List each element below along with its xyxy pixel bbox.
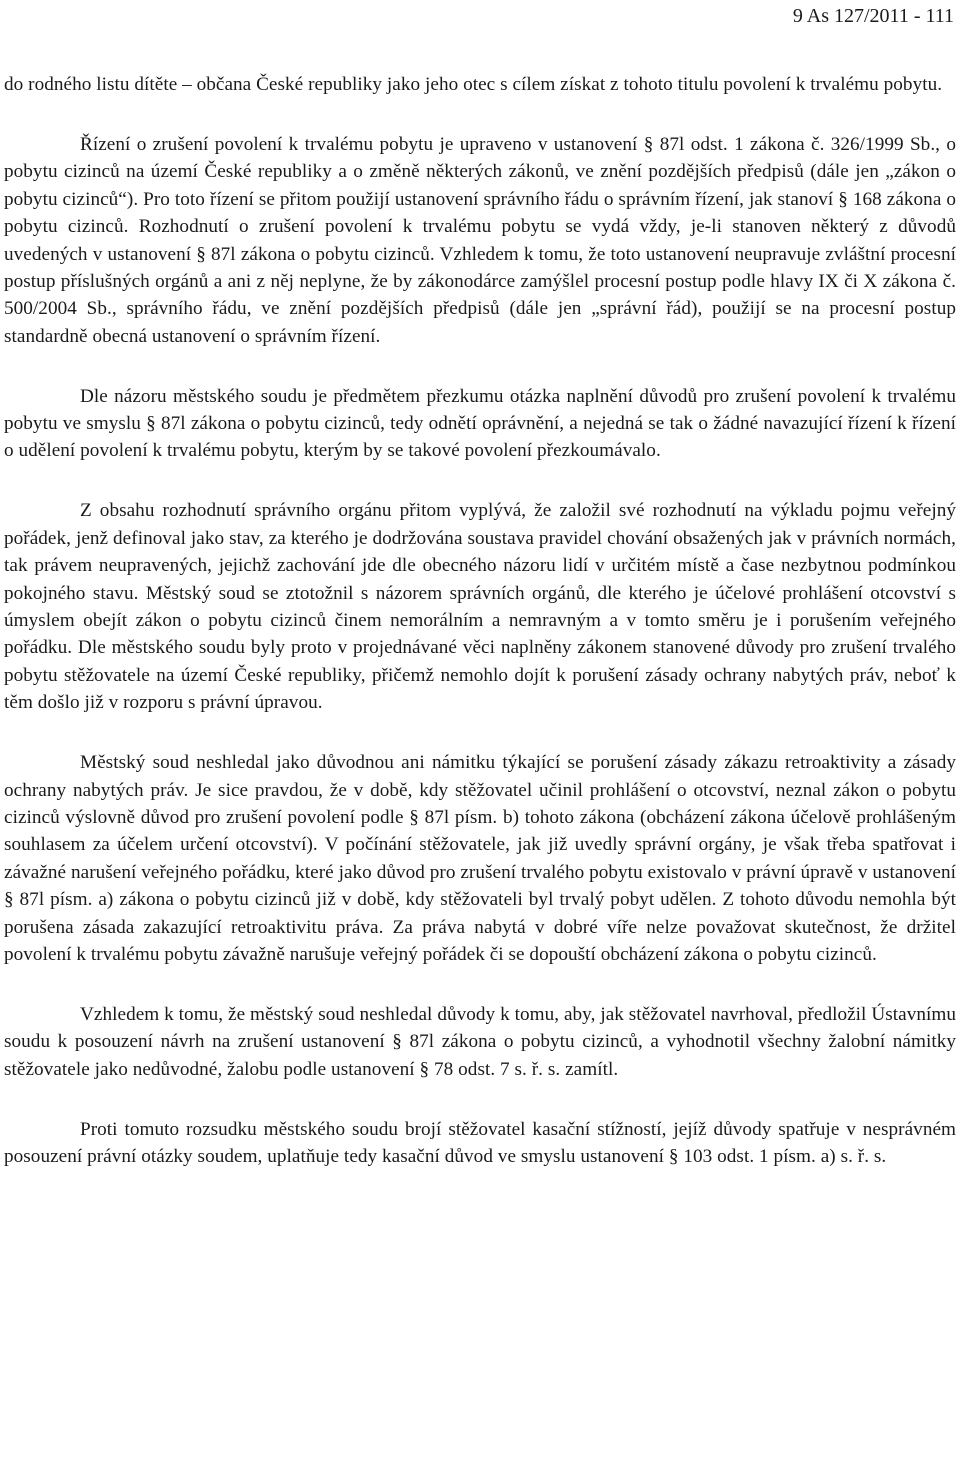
- paragraph-procedure: Řízení o zrušení povolení k trvalému pobytu je upraveno v ustanovení § 87l odst. 1 zákona č. 326/1999 Sb., o pobytu cizinců na území České republiky a o změně některých zákonů, ve znění pozdějších předpisů (dále jen „zákon o pobytu cizinců“). Pro toto řízení se přitom použijí ustanovení správního řádu o správním řízení, jak stanoví § 168 zákona o pobytu cizinců. Rozhodnutí o zrušení povolení k trvalému pobytu se vydá vždy, je-li stanoven některý z důvodů uvedených v ustanovení § 87l zákona o pobytu cizinců. Vzhledem k tomu, že toto ustanovení neupravuje zvláštní procesní postup příslušných orgánů a ani z něj neplyne, že by zákonodárce zamýšlel procesní postup podle hlavy IX či X zákona č. 500/2004 Sb., správního řádu, ve znění pozdějších předpisů (dále jen „správní řád), použijí se na procesní postup standardně obecná ustanovení o správním řízení.: [4, 133, 956, 347]
- case-reference-header: 9 As 127/2011 - 111: [792, 5, 954, 27]
- paragraph-dismissal: Vzhledem k tomu, že městský soud neshledal důvody k tomu, aby, jak stěžovatel navrhoval, předložil Ústavnímu soudu k posouzení návrh na zrušení ustanovení § 87l zákona o pobytu cizinců, a vyhodnotil všechny žalobní námitky stěžovatele jako nedůvodné, žalobu podle ustanovení § 78 odst. 7 s. ř. s. zamítl.: [4, 1003, 956, 1080]
- document-page: [4, 0, 954, 1464]
- paragraph-retroactivity: Městský soud neshledal jako důvodnou ani námitku týkající se porušení zásady zákazu retroaktivity a zásady ochrany nabytých práv. Je sice pravdou, že v době, kdy stěžovatel učinil prohlášení o otcovství, neznal zákon o pobytu cizinců výslovně důvod pro zrušení povolení podle § 87l písm. b) tohoto zákona (obcházení zákona účelově prohlášeným souhlasem za účelem určení otcovství). V počínání stěžovatele, jak již uvedly správní orgány, je však třeba spatřovat i závažné narušení veřejného pořádku, které jako důvod pro zrušení trvalého pobytu existovalo v právní úpravě v ustanovení § 87l písm. a) zákona o pobytu cizinců již v době, kdy stěžovateli byl trvalý pobyt udělen. Z tohoto důvodu nemohla být porušena zásada zakazující retroaktivitu práva. Za práva nabytá v dobré víře nelze považovat skutečnost, že držitel povolení k trvalému pobytu závažně narušuje veřejný pořádek či se dopouští obcházení zákona o pobytu cizinců.: [4, 752, 956, 965]
- document-body: [4, 71, 956, 1170]
- paragraph-court-opinion: Dle názoru městského soudu je předmětem přezkumu otázka naplnění důvodů pro zrušení povolení k trvalému pobytu ve smyslu § 87l zákona o pobytu cizinců, tedy odnětí oprávnění, a nejedná se tak o žádné navazující řízení k řízení o udělení povolení k trvalému pobytu, kterým by se takové povolení přezkoumávalo.: [4, 385, 956, 462]
- paragraph-cassation-complaint: Proti tomuto rozsudku městského soudu brojí stěžovatel kasační stížností, jejíž důvody spatřuje v nesprávném posouzení právní otázky soudem, uplatňuje tedy kasační důvod ve smyslu ustanovení § 103 odst. 1 písm. a) s. ř. s.: [4, 1118, 956, 1167]
- paragraph-public-order: Z obsahu rozhodnutí správního orgánu přitom vyplývá, že založil své rozhodnutí na výkladu pojmu veřejný pořádek, jenž definoval jako stav, za kterého je dodržována soustava pravidel chování obsažených jak v právních normách, tak právem neupravených, jejichž zachování jde dle obecného názoru lidí v určitém místě a čase nezbytnou podmínkou pokojného stavu. Městský soud se ztotožnil s názorem správních orgánů, dle kterého je účelové prohlášení otcovství s úmyslem obejít zákon o pobytu cizinců činem nemorálním a nemravným a v tomto směru je i porušením veřejného pořádku. Dle městského soudu byly proto v projednávané věci naplněny zákonem stanovené důvody pro zrušení trvalého pobytu stěžovatele na území České republiky, přičemž nemohlo dojít k porušení zásady ochrany nabytých práv, neboť k těm došlo již v rozporu s právní úpravou.: [4, 500, 956, 714]
- paragraph-continuation: do rodného listu dítěte – občana České republiky jako jeho otec s cílem získat z tohoto titulu povolení k trvalému pobytu.: [4, 74, 943, 95]
